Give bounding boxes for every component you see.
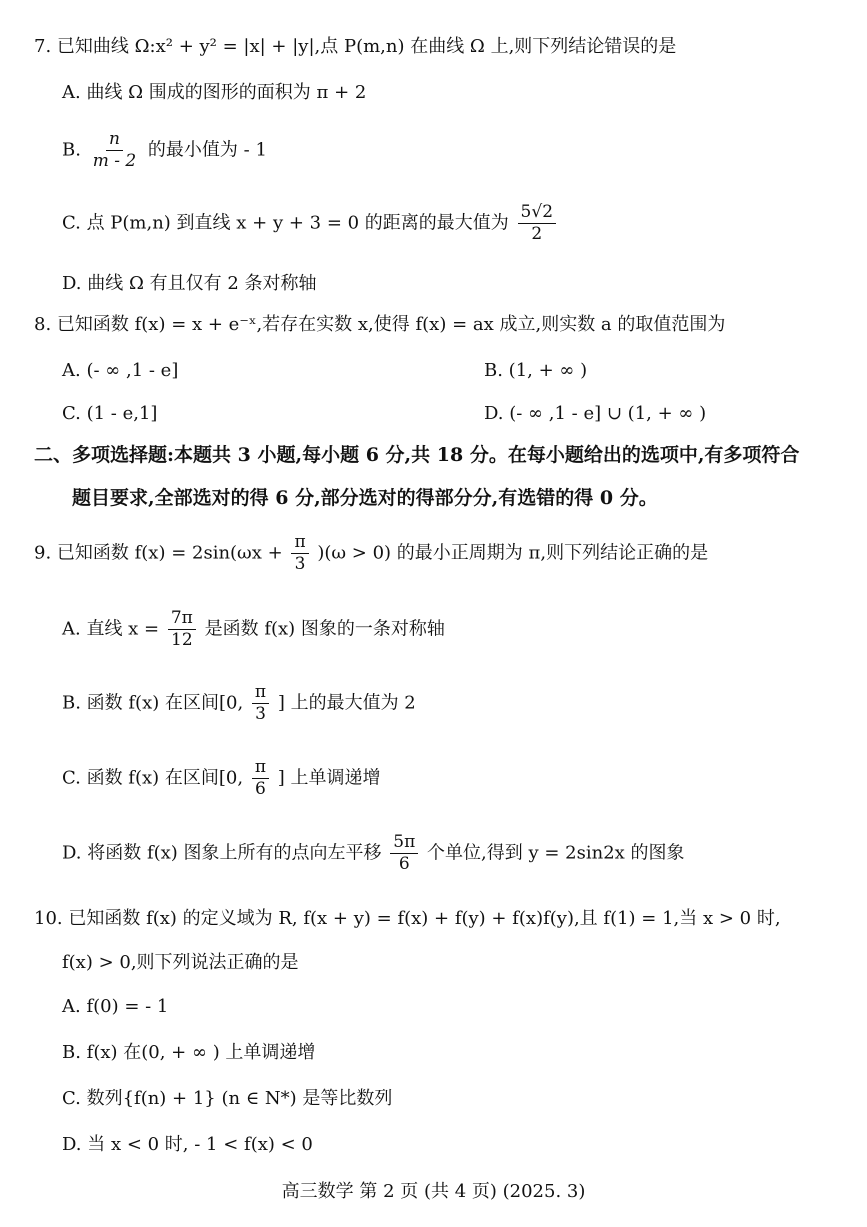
q8-option-d: D. (- ∞ ,1 - e] ∪ (1, + ∞ ) bbox=[484, 403, 707, 424]
q9-option-a-post: 是函数 f(x) 图象的一条对称轴 bbox=[204, 618, 445, 640]
q8-option-b: B. (1, + ∞ ) bbox=[484, 360, 588, 381]
q7-option-b-fraction bbox=[90, 131, 140, 170]
q9-option-b-numerator: π bbox=[252, 684, 269, 704]
q7-option-c bbox=[62, 204, 559, 243]
q7-option-a: A. 曲线 Ω 围成的图形的面积为 π + 2 bbox=[62, 82, 367, 103]
q7-option-c-fraction bbox=[518, 204, 556, 243]
q9-option-c-fraction bbox=[252, 759, 269, 798]
q9-option-a-fraction bbox=[168, 610, 196, 649]
q7-option-b-label: B. bbox=[62, 139, 81, 161]
q7-option-b-denominator: m - 2 bbox=[92, 151, 137, 171]
q9-option-a-numerator: 7π bbox=[168, 610, 196, 630]
section-2-instructions: 题目要求,全部选对的得 6 分,部分选对的得部分分,有选错的得 0 分。 bbox=[72, 487, 658, 509]
q7-stem: 7. 已知曲线 Ω:x² + y² = |x| + |y|,点 P(m,n) 在曲线 Ω 上,则下列结论错误的是 bbox=[34, 36, 677, 57]
q9-stem-post: )(ω > 0) 的最小正周期为 π,则下列结论正确的是 bbox=[317, 542, 709, 564]
q9-stem-fraction bbox=[291, 534, 308, 573]
q10-option-d: D. 当 x < 0 时, - 1 < f(x) < 0 bbox=[62, 1134, 313, 1155]
q9-option-b-denominator: 3 bbox=[255, 704, 266, 724]
q8-option-a: A. (- ∞ ,1 - e] bbox=[62, 360, 179, 381]
q9-option-c-pre: C. 函数 f(x) 在区间[0, bbox=[62, 767, 244, 789]
q7-option-c-denominator: 2 bbox=[531, 224, 543, 244]
q9-option-d-post: 个单位,得到 y = 2sin2x 的图象 bbox=[427, 842, 685, 864]
q9-option-c bbox=[62, 759, 380, 798]
q7-option-b bbox=[62, 131, 267, 170]
q7-option-b-text: 的最小值为 - 1 bbox=[147, 139, 267, 161]
q8-stem: 8. 已知函数 f(x) = x + e⁻ˣ,若存在实数 x,使得 f(x) = ax 成立,则实数 a 的取值范围为 bbox=[34, 314, 726, 335]
q10-stem-line1: 10. 已知函数 f(x) 的定义域为 R, f(x + y) = f(x) + f(y) + f(x)f(y),且 f(1) = 1,当 x > 0 时, bbox=[34, 908, 781, 929]
q9-option-d-fraction bbox=[390, 834, 418, 873]
q9-option-a-denominator: 12 bbox=[171, 630, 193, 650]
q10-option-b: B. f(x) 在(0, + ∞ ) 上单调递增 bbox=[62, 1042, 316, 1063]
q9-stem-numerator: π bbox=[291, 534, 308, 554]
page-footer: 高三数学 第 2 页 (共 4 页) (2025. 3) bbox=[281, 1181, 586, 1202]
q9-option-c-numerator: π bbox=[252, 759, 269, 779]
q9-option-b-post: ] 上的最大值为 2 bbox=[277, 692, 416, 714]
section-2-heading: 二、多项选择题:本题共 3 小题,每小题 6 分,共 18 分。在每小题给出的选项中,有多项符合 bbox=[34, 444, 800, 466]
q9-option-a bbox=[62, 610, 445, 649]
q9-option-b bbox=[62, 684, 416, 723]
q7-option-c-text: C. 点 P(m,n) 到直线 x + y + 3 = 0 的距离的最大值为 bbox=[62, 212, 509, 234]
q8-option-c: C. (1 - e,1] bbox=[62, 403, 158, 424]
q9-option-c-post: ] 上单调递增 bbox=[277, 767, 381, 789]
q10-option-c: C. 数列{f(n) + 1} (n ∈ N*) 是等比数列 bbox=[62, 1088, 393, 1109]
q9-option-b-pre: B. 函数 f(x) 在区间[0, bbox=[62, 692, 244, 714]
q9-option-a-pre: A. 直线 x = bbox=[62, 618, 160, 640]
q10-stem-line2: f(x) > 0,则下列说法正确的是 bbox=[62, 952, 299, 973]
q7-option-c-numerator: 5√2 bbox=[518, 204, 556, 224]
q9-stem-denominator: 3 bbox=[294, 554, 306, 574]
q9-stem-pre: 9. 已知函数 f(x) = 2sin(ωx + bbox=[34, 542, 283, 564]
q10-option-a: A. f(0) = - 1 bbox=[62, 996, 169, 1017]
q9-option-d bbox=[62, 834, 685, 873]
q9-option-d-numerator: 5π bbox=[390, 834, 418, 854]
q9-option-b-fraction bbox=[252, 684, 269, 723]
q9-option-c-denominator: 6 bbox=[254, 779, 266, 799]
q7-option-d: D. 曲线 Ω 有且仅有 2 条对称轴 bbox=[62, 273, 317, 294]
q9-option-d-pre: D. 将函数 f(x) 图象上所有的点向左平移 bbox=[62, 842, 382, 864]
q9-option-d-denominator: 6 bbox=[398, 854, 410, 874]
q9-stem bbox=[34, 534, 708, 573]
q7-option-b-numerator: n bbox=[106, 131, 123, 151]
